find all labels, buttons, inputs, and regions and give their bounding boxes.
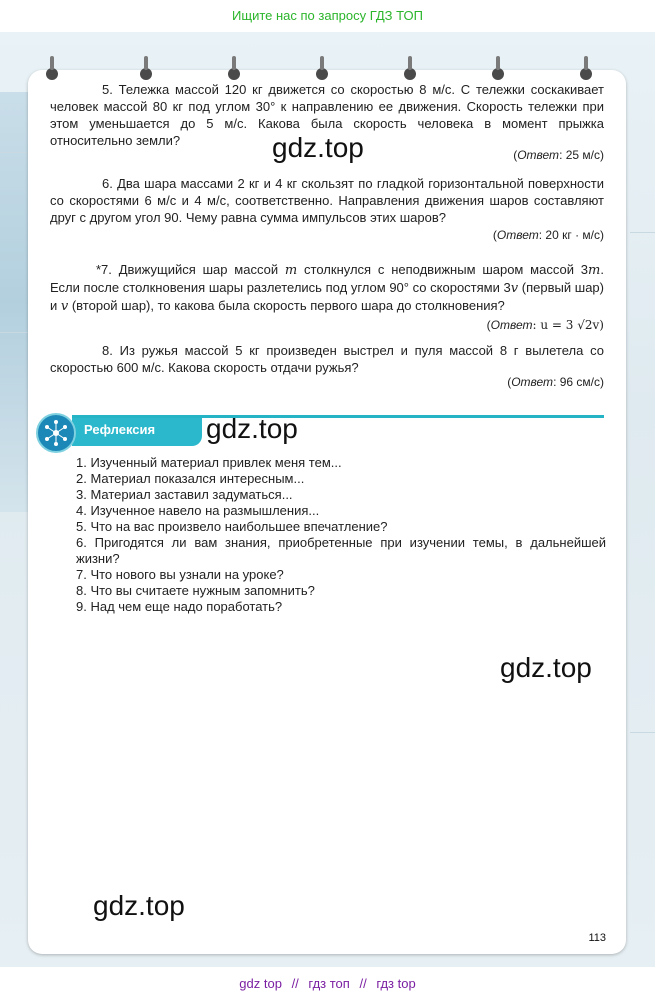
list-item: 3. Материал заставил задуматься... bbox=[76, 487, 293, 502]
problem-8: 8. Из ружья массой 5 кг произведен выстрел и пуля массой 8 г вылетела со скоростью 600 м/с. Какова скорость отдачи ружья? bbox=[50, 343, 604, 375]
textbook-page bbox=[28, 70, 626, 954]
problem-6-answer: (Ответ: 20 кг · м/с) bbox=[492, 228, 604, 242]
watermark: gdz.top bbox=[272, 132, 364, 163]
list-item: 6. Пригодятся ли вам знания, приобретенные при изучении темы, в дальнейшей жизни? bbox=[76, 535, 606, 566]
molecule-icon bbox=[36, 413, 76, 453]
binder-ring bbox=[228, 68, 240, 80]
binder-ring bbox=[316, 68, 328, 80]
watermark: gdz.top bbox=[93, 890, 185, 921]
problem-8-answer: (Ответ: 96 см/с) bbox=[507, 375, 604, 389]
binder-ring bbox=[404, 68, 416, 80]
binder-ring bbox=[580, 68, 592, 80]
list-item: 9. Над чем еще надо поработать? bbox=[76, 599, 283, 614]
list-item: 8. Что вы считаете нужным запомнить? bbox=[76, 583, 315, 598]
list-item: 7. Что нового вы узнали на уроке? bbox=[76, 567, 284, 582]
problem-7-answer: (Ответ: u = 3 √2v) bbox=[486, 318, 604, 332]
binder-ring bbox=[46, 68, 58, 80]
background-line bbox=[630, 232, 655, 233]
problem-5: 5. Тележка массой 120 кг движется со скоростью 8 м/с. С тележки соскакивает человек массой 80 кг под углом 30° к направлению ее движения. Скорость тележки при этом уменьшается до 5 м/с. Какова была скорость человека в момент прыжка относительно земли? bbox=[50, 82, 604, 148]
problem-7: *7. Движущийся шар массой m столкнулся с неподвижным шаром массой 3m. Если после столкновения шары разлетелись под углом 90° со скоростями 3v (первый шар) и v (второй шар), то какова была скорость первого шара до столкновения? bbox=[50, 262, 604, 314]
binder-ring bbox=[140, 68, 152, 80]
background-line bbox=[0, 332, 30, 333]
footer-separator: // bbox=[359, 976, 367, 991]
footer-links bbox=[0, 967, 655, 1000]
footer-link[interactable]: гдз топ bbox=[308, 976, 350, 991]
watermark: gdz.top bbox=[500, 652, 592, 683]
background-line bbox=[630, 732, 655, 733]
binder-ring bbox=[492, 68, 504, 80]
list-item: 2. Материал показался интересным... bbox=[76, 471, 305, 486]
footer-separator: // bbox=[291, 976, 299, 991]
footer-link[interactable]: гдз top bbox=[376, 976, 416, 991]
top-banner[interactable]: Ищите нас по запросу ГДЗ ТОП bbox=[232, 8, 423, 23]
reflection-title: Рефлексия bbox=[84, 422, 156, 437]
background-line bbox=[0, 152, 30, 153]
footer-link[interactable]: gdz top bbox=[239, 976, 282, 991]
problem-5-answer: (Ответ: 25 м/с) bbox=[513, 148, 604, 162]
list-item: 4. Изученное навело на размышления... bbox=[76, 503, 320, 518]
page-number: 113 bbox=[588, 932, 606, 944]
watermark: gdz.top bbox=[206, 413, 298, 444]
list-item: 5. Что на вас произвело наибольшее впечатление? bbox=[76, 519, 388, 534]
list-item: 1. Изученный материал привлек меня тем... bbox=[76, 455, 342, 470]
problem-6: 6. Два шара массами 2 кг и 4 кг скользят по гладкой горизонтальной поверхности со скоростями 6 м/с и 4 м/с, соответственно. Направления движения шаров составляют друг с другом угол 90. Чему равна сумма импульсов этих шаров? bbox=[50, 176, 604, 225]
